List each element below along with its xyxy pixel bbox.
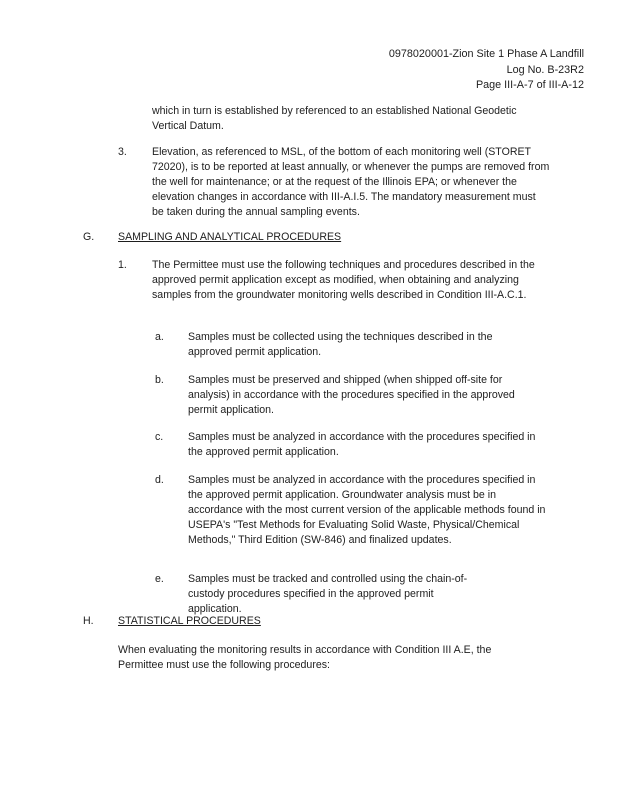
subitem-e-marker: e.: [155, 573, 164, 585]
header-log-number: Log No. B-23R2: [506, 63, 584, 76]
item-g1-text: The Permittee must use the following techniques and procedures described in the approved permit application except as modified, when obtaining and analyzing samples from the groundwater monitoring wells described in Condition III-A.C.1.: [152, 259, 535, 301]
subitem-c-marker: c.: [155, 431, 164, 443]
subitem-e-text: Samples must be tracked and controlled using the chain-of-custody procedures specified in the approved permit application.: [188, 573, 468, 615]
section-h-title: STATISTICAL PROCEDURES: [118, 615, 261, 627]
subitem-a-marker: a.: [155, 331, 164, 343]
subitem-b-marker: b.: [155, 374, 164, 386]
item-3-text: Elevation, as referenced to MSL, of the bottom of each monitoring well (STORET 72020), is to be reported at least annually, or whenever the pumps are removed from the well for maintenance; or at the request of the Illinois EPA; or whenever the elevation changes in accordance with III-A.I.5. The mandatory measurement must be taken during the annual sampling events.: [152, 146, 550, 218]
item-g1-marker: 1.: [118, 259, 127, 271]
item-3-marker: 3.: [118, 146, 127, 158]
subitem-b-text: Samples must be preserved and shipped (when shipped off-site for analysis) in accordance with the procedures specified in the approved permit application.: [188, 374, 515, 416]
section-g-title: SAMPLING AND ANALYTICAL PROCEDURES: [118, 231, 342, 243]
subitem-d-marker: d.: [155, 474, 164, 486]
continuation-paragraph: which in turn is established by referenced to an established National Geodetic Vertical Datum.: [152, 105, 517, 132]
section-h-marker: H.: [83, 615, 94, 627]
subitem-a-text: Samples must be collected using the techniques described in the approved permit application.: [188, 331, 493, 358]
section-h-paragraph: When evaluating the monitoring results in accordance with Condition III A.E, the Permittee must use the following procedures:: [118, 644, 492, 671]
page-header: [389, 47, 584, 94]
section-g-marker: G.: [83, 231, 95, 243]
subitem-c-text: Samples must be analyzed in accordance with the procedures specified in the approved permit application.: [188, 431, 536, 458]
header-page-number: Page III-A-7 of III-A-12: [475, 79, 584, 91]
subitem-d-text: Samples must be analyzed in accordance with the procedures specified in the approved permit application. Groundwater analysis must be in accordance with the most current version of the applicable methods found in USEPA's "Test Methods for Evaluating Solid Waste, Physical/Chemical Methods," Third Edition (SW-846) and finalized updates.: [188, 474, 546, 546]
header-site-line: 0978020001-Zion Site 1 Phase A Landfill: [388, 48, 584, 60]
